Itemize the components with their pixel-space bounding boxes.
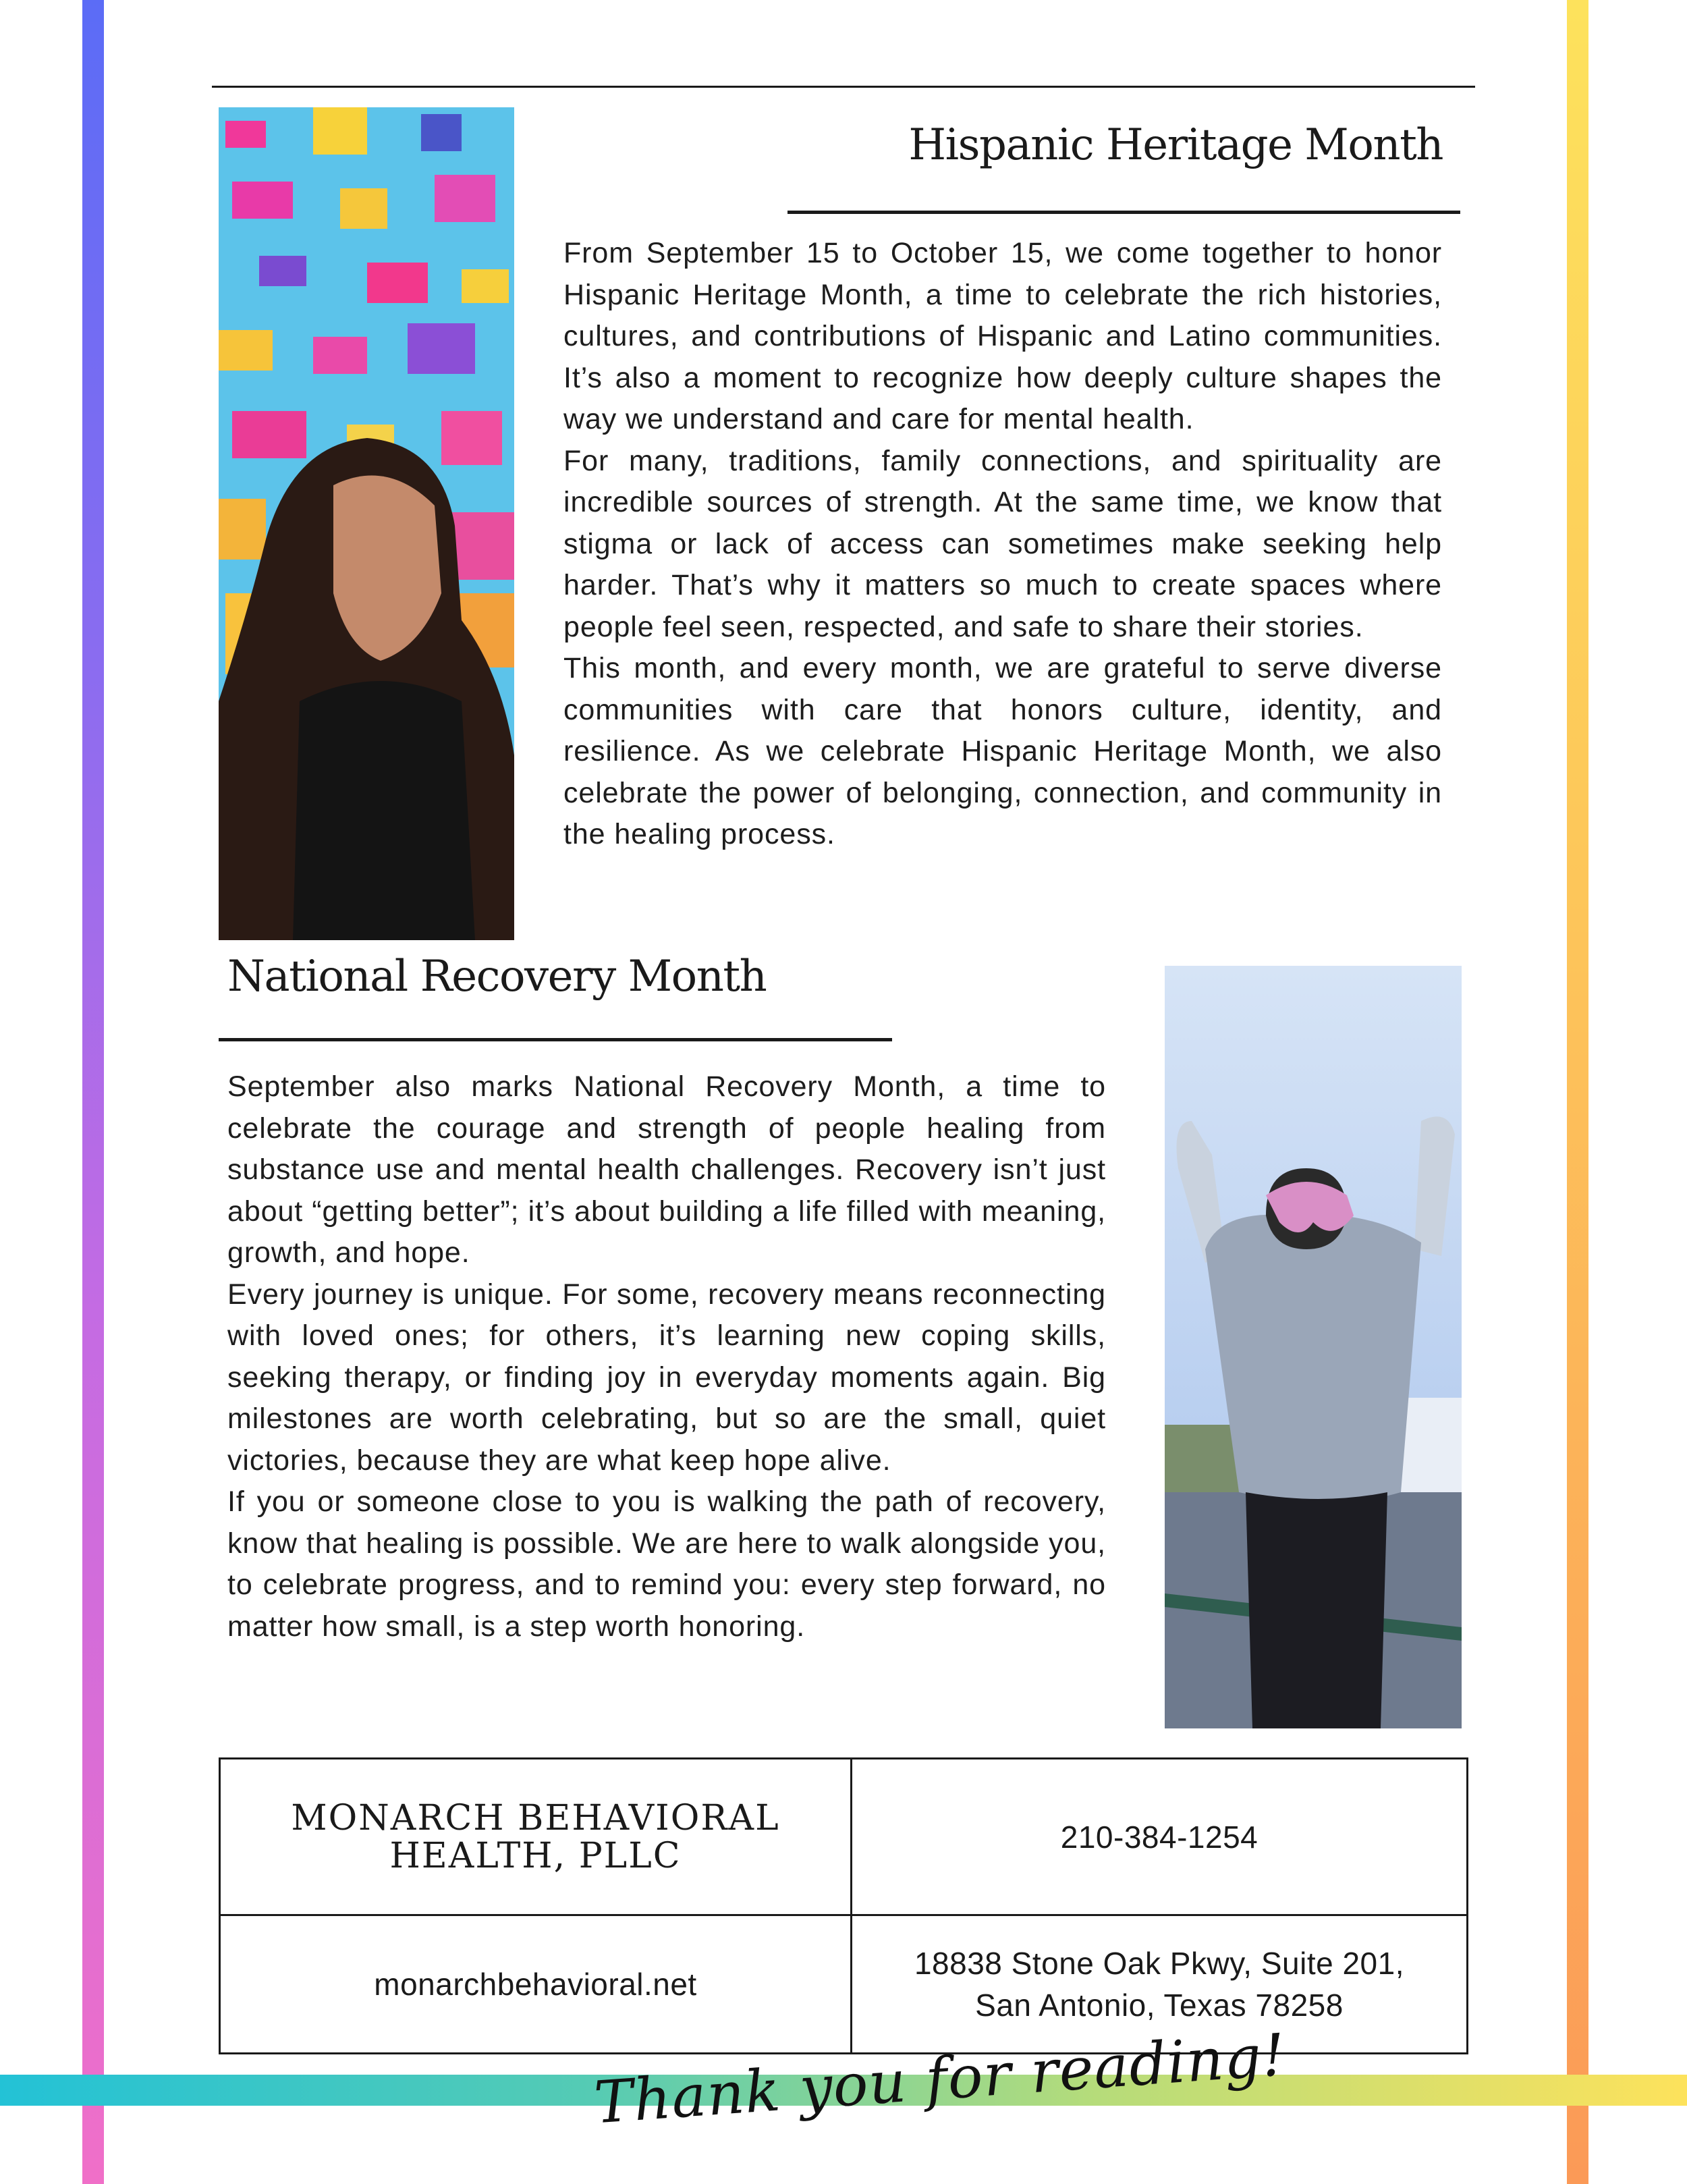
national-recovery-title: National Recovery Month bbox=[227, 952, 767, 1002]
thank-you-message: Thank you for reading! bbox=[592, 2021, 1288, 2137]
left-gradient-bar bbox=[82, 0, 104, 2184]
top-divider bbox=[212, 86, 1475, 88]
recovery-photo bbox=[1165, 966, 1462, 1728]
hispanic-heritage-title: Hispanic Heritage Month bbox=[908, 120, 1443, 170]
recovery-paragraph-1: September also marks National Recovery Month, a time to celebrate the courage and strength of people healing from substance use and mental health challenges. Recovery isn’t just about “getting better”; it’s about building a life filled with meaning, growth, and hope. bbox=[227, 1070, 1106, 1269]
hispanic-heritage-photo bbox=[219, 107, 514, 940]
hispanic-paragraph-2: For many, traditions, family connections, and spirituality are incredible sources of strength. At the same time, we know that stigma or lack of access can sometimes make seeking help harder. That’s why it matters so much to create spaces where people feel seen, respected, and safe to share their stories. bbox=[563, 444, 1442, 643]
phone-number[interactable]: 210-384-1254 bbox=[1060, 1819, 1259, 1855]
company-name: MONARCH BEHAVIORAL HEALTH, PLLC bbox=[291, 1797, 780, 1876]
address bbox=[883, 1942, 1436, 2026]
right-gradient-bar bbox=[1567, 0, 1588, 2184]
recovery-paragraph-3: If you or someone close to you is walking the path of recovery, know that healing is possible. We are here to walk alongside you, to celebrate progress, and to remind you: every step forward, no matter how small, is a step worth honoring. bbox=[227, 1485, 1106, 1643]
hispanic-paragraph-1: From September 15 to October 15, we come together to honor Hispanic Heritage Month, a time to celebrate the rich histories, cultures, and contributions of Hispanic and Latino communities. It’s also a moment to recognize how deeply culture shapes the way we understand and care for mental health. bbox=[563, 237, 1442, 435]
hispanic-heritage-body bbox=[563, 233, 1442, 856]
hispanic-paragraph-3: This month, and every month, we are grateful to serve diverse communities with care that honors culture, identity, and resilience. As we celebrate Hispanic Heritage Month, we also celebrate the power of belonging, connection, and community in the healing process. bbox=[563, 652, 1442, 850]
hispanic-heading-underline bbox=[787, 211, 1460, 214]
phone-cell bbox=[852, 1759, 1466, 1916]
website-link[interactable]: monarchbehavioral.net bbox=[374, 1967, 697, 2002]
recovery-paragraph-2: Every journey is unique. For some, recovery means reconnecting with loved ones; for others, it’s learning new coping skills, seeking therapy, or finding joy in everyday moments again. Big milestones are worth celebrating, but so are the small, quiet victories, because they are what keep hope alive. bbox=[227, 1278, 1106, 1477]
recovery-heading-underline bbox=[219, 1038, 892, 1041]
address-line-2: San Antonio, Texas 78258 bbox=[975, 1988, 1344, 2023]
company-cell bbox=[221, 1759, 852, 1916]
address-line-1: 18838 Stone Oak Pkwy, Suite 201, bbox=[914, 1946, 1405, 1981]
national-recovery-body bbox=[227, 1066, 1106, 1647]
contact-table bbox=[219, 1757, 1468, 2054]
website-cell bbox=[221, 1916, 852, 2052]
